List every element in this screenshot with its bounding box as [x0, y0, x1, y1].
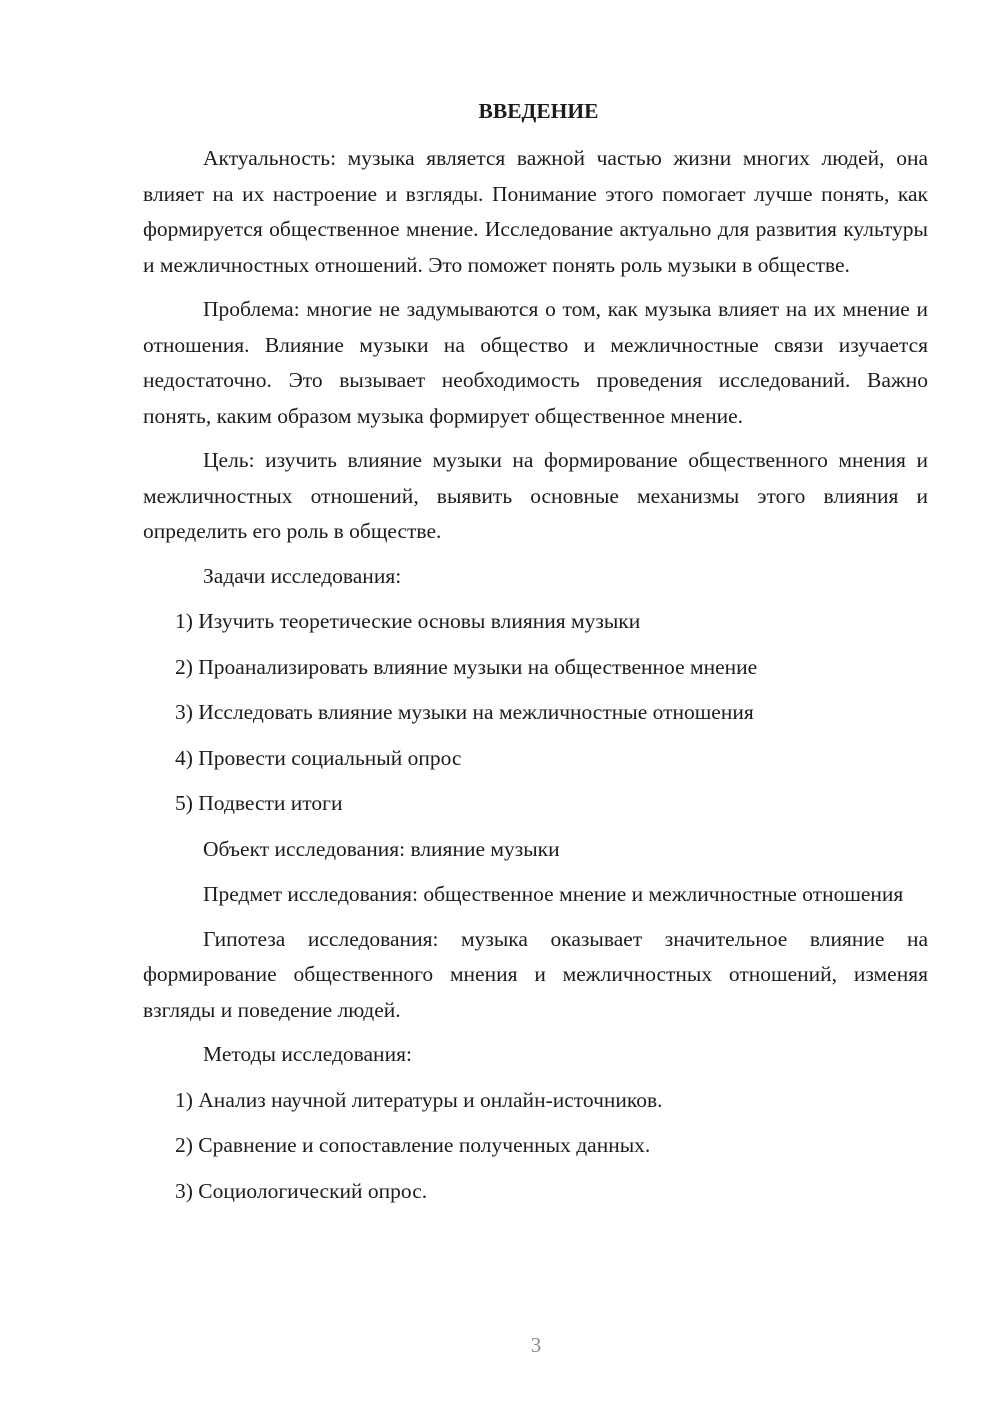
method-item-3: 3) Социологический опрос.: [175, 1178, 428, 1203]
hypothesis-paragraph: Гипотеза исследования: музыка оказывает значительное влияние на формирование общественного мнения и межличностных отношений, изменяя взгляды и поведение людей.: [143, 926, 928, 1022]
task-item-1: 1) Изучить теоретические основы влияния музыки: [175, 609, 641, 633]
task-item-2: 2) Проанализировать влияние музыки на общественное мнение: [175, 654, 758, 679]
task-item-4: 4) Провести социальный опрос: [175, 745, 462, 770]
problem-paragraph: Проблема: многие не задумываются о том, как музыка влияет на их мнение и отношения. Влияние музыки на общество и межличностные связи изучается недостаточно. Это вызывает необходимость проведения исследований. Важно понять, каким образом музыка формирует общественное мнение.: [143, 297, 928, 428]
goal-paragraph: Цель: изучить влияние музыки на формирование общественного мнения и межличностных отношений, выявить основные механизмы этого влияния и определить его роль в обществе.: [143, 448, 928, 543]
page-number: 3: [530, 1333, 542, 1357]
task-item-3: 3) Исследовать влияние музыки на межличностные отношения: [175, 700, 754, 724]
methods-heading: Методы исследования:: [203, 1042, 412, 1066]
section-title: ВВЕДЕНИЕ: [478, 99, 599, 123]
object-line: Объект исследования: влияние музыки: [203, 836, 560, 861]
task-item-5: 5) Подвести итоги: [175, 791, 343, 815]
page-content: [143, 96, 928, 1219]
tasks-heading: Задачи исследования:: [203, 563, 402, 588]
method-item-2: 2) Сравнение и сопоставление полученных данных.: [175, 1133, 651, 1157]
subject-paragraph: Предмет исследования: общественное мнение и межличностные отношения: [203, 882, 904, 906]
relevance-paragraph: Актуальность: музыка является важной частью жизни многих людей, она влияет на их настроение и взгляды. Понимание этого помогает лучше понять, как формируется общественное мнение. Исследование актуально для развития культуры и межличностных отношений. Это поможет понять роль музыки в обществе.: [143, 146, 928, 277]
method-item-1: 1) Анализ научной литературы и онлайн-источников.: [175, 1087, 663, 1112]
